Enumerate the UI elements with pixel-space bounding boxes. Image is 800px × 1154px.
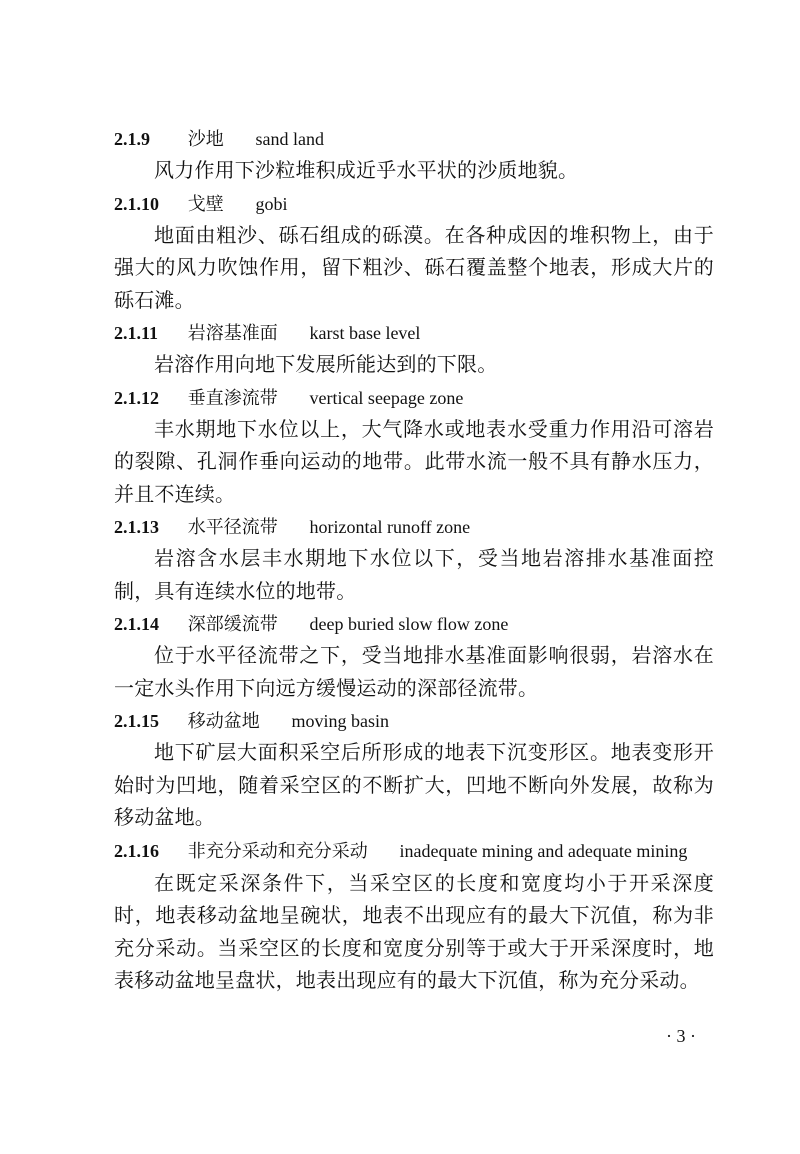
entry-heading bbox=[114, 124, 714, 154]
clause-number: 2.1.9 bbox=[114, 129, 150, 149]
term-english: deep buried slow flow zone bbox=[309, 614, 509, 634]
term-definition: 位于水平径流带之下，受当地排水基准面影响很弱，岩溶水在一定水头作用下向远方缓慢运动的深部径流带。 bbox=[114, 643, 714, 700]
term-english: inadequate mining and adequate mining bbox=[399, 840, 688, 861]
term-chinese: 非充分采动和充分采动 bbox=[187, 840, 368, 862]
term-chinese: 岩溶基准面 bbox=[187, 323, 278, 344]
term-entry bbox=[114, 609, 714, 704]
clause-number: 2.1.12 bbox=[114, 387, 159, 408]
term-chinese: 戈壁 bbox=[187, 193, 224, 215]
term-entry bbox=[114, 512, 714, 607]
term-chinese: 水平径流带 bbox=[187, 517, 278, 538]
term-chinese: 沙地 bbox=[187, 129, 224, 150]
term-entry bbox=[114, 836, 714, 997]
clause-number: 2.1.10 bbox=[114, 193, 159, 214]
term-entry bbox=[114, 706, 714, 834]
clause-number: 2.1.16 bbox=[114, 840, 159, 861]
clause-number: 2.1.13 bbox=[114, 517, 159, 537]
entry-heading bbox=[114, 512, 714, 542]
term-definition: 风力作用下沙粒堆积成近乎水平状的沙质地貌。 bbox=[154, 158, 579, 182]
entry-heading bbox=[114, 609, 714, 639]
term-english: horizontal runoff zone bbox=[309, 517, 471, 537]
clause-number: 2.1.15 bbox=[114, 711, 159, 731]
document-body bbox=[114, 124, 714, 999]
term-english: moving basin bbox=[291, 711, 389, 731]
entry-heading bbox=[114, 318, 714, 348]
entry-heading bbox=[114, 383, 714, 413]
term-definition: 岩溶作用向地下发展所能达到的下限。 bbox=[154, 352, 498, 376]
term-english: gobi bbox=[255, 193, 288, 214]
clause-number: 2.1.14 bbox=[114, 614, 159, 634]
term-entry bbox=[114, 383, 714, 511]
term-chinese: 深部缓流带 bbox=[187, 614, 278, 635]
page-number: · 3 · bbox=[666, 1026, 696, 1046]
term-definition: 岩溶含水层丰水期地下水位以下，受当地岩溶排水基准面控制，具有连续水位的地带。 bbox=[114, 546, 714, 603]
term-chinese: 移动盆地 bbox=[187, 711, 260, 732]
term-english: vertical seepage zone bbox=[309, 387, 464, 408]
term-english: karst base level bbox=[309, 323, 421, 343]
term-entry bbox=[114, 189, 714, 317]
term-definition: 地下矿层大面积采空后所形成的地表下沉变形区。地表变形开始时为凹地，随着采空区的不断扩大，凹地不断向外发展，故称为移动盆地。 bbox=[114, 740, 714, 829]
term-english: sand land bbox=[255, 129, 324, 149]
clause-number: 2.1.11 bbox=[114, 323, 159, 343]
term-entry bbox=[114, 318, 714, 381]
term-definition: 在既定采深条件下，当采空区的长度和宽度均小于开采深度时，地表移动盆地呈碗状，地表不出现应有的最大下沉值，称为非充分采动。当采空区的长度和宽度分别等于或大于开采深度时，地表移动盆地呈盘状，地表出现应有的最大下沉值，称为充分采动。 bbox=[114, 870, 714, 992]
term-entry bbox=[114, 124, 714, 187]
entry-heading bbox=[114, 706, 714, 736]
term-definition: 地面由粗沙、砾石组成的砾漠。在各种成因的堆积物上，由于强大的风力吹蚀作用，留下粗沙、砾石覆盖整个地表，形成大片的砾石滩。 bbox=[114, 222, 714, 312]
entry-heading bbox=[114, 836, 714, 867]
term-chinese: 垂直渗流带 bbox=[187, 387, 278, 409]
term-definition: 丰水期地下水位以上，大气降水或地表水受重力作用沿可溶岩的裂隙、孔洞作垂向运动的地带。此带水流一般不具有静水压力，并且不连续。 bbox=[114, 416, 714, 506]
entry-heading bbox=[114, 189, 714, 219]
